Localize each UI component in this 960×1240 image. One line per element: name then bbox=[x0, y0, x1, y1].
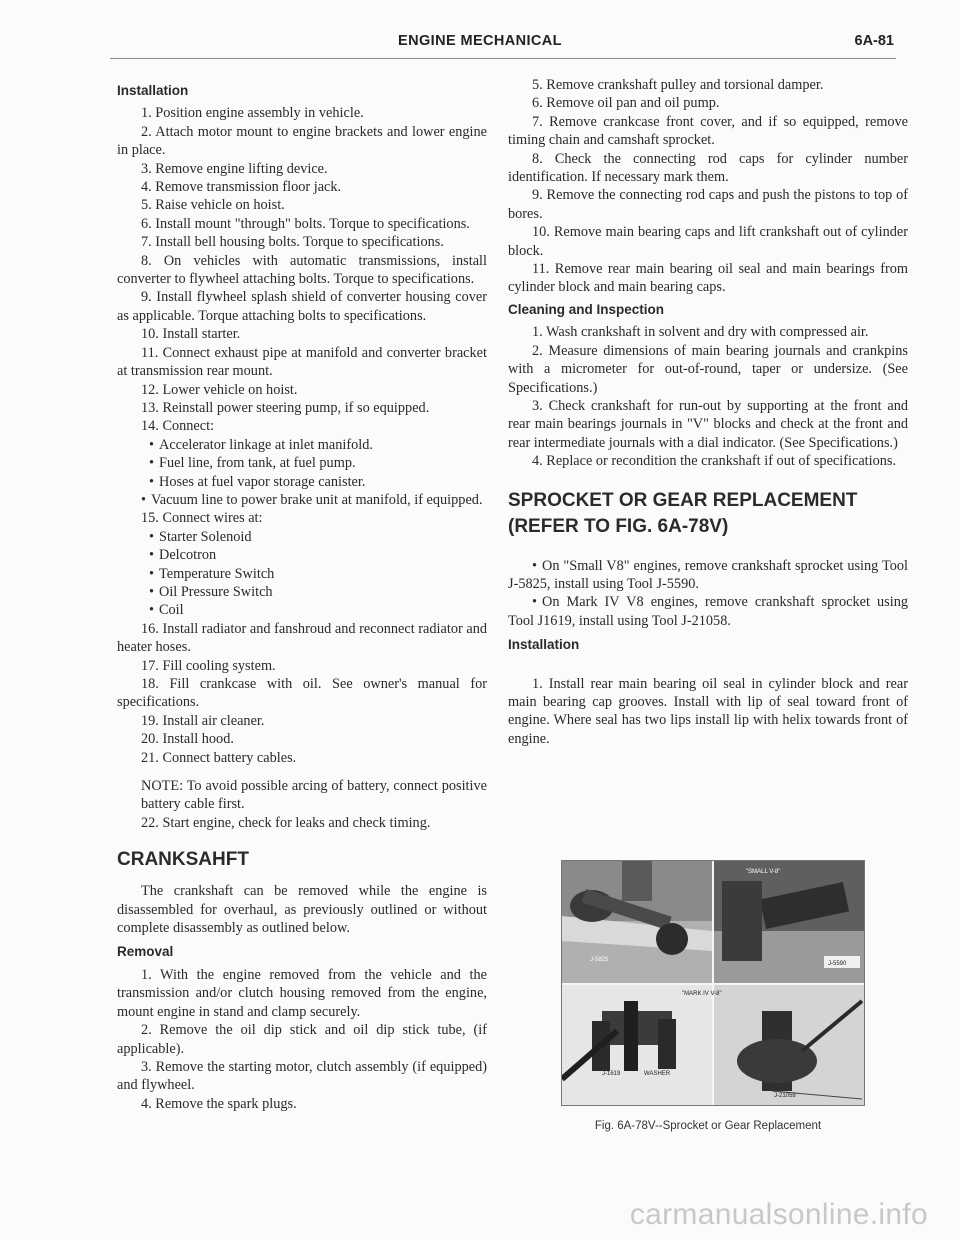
bullet-item: • Delcotron bbox=[149, 547, 217, 564]
label-j5590: J-5590 bbox=[828, 961, 847, 967]
install-step: 11. Connect exhaust pipe at manifold and converter bracket at transmission rear mount. bbox=[117, 344, 487, 380]
crankshaft-heading: CRANKSAHFT bbox=[117, 849, 249, 871]
bullet-dot: • bbox=[149, 455, 155, 472]
install-step: 6. Install mount "through" bolts. Torque to specifications. bbox=[141, 215, 470, 232]
page-number: 6A-81 bbox=[854, 33, 894, 49]
install-step: 3. Remove engine lifting device. bbox=[141, 160, 328, 177]
right-column bbox=[508, 76, 908, 748]
battery-note: NOTE: To avoid possible arcing of battery, connect positive battery cable first. bbox=[141, 778, 487, 813]
install-step: 2. Attach motor mount to engine brackets and lower engine in place. bbox=[117, 123, 487, 159]
bullet-dot: • bbox=[149, 602, 155, 619]
figure-photo bbox=[562, 861, 864, 1105]
page-header-title: ENGINE MECHANICAL bbox=[398, 33, 562, 49]
bullet-dot: • bbox=[149, 473, 155, 490]
install-step: 1. Position engine assembly in vehicle. bbox=[141, 105, 364, 122]
figure-caption: Fig. 6A-78V--Sprocket or Gear Replacement bbox=[594, 1120, 822, 1132]
label-j1619: J-1619 bbox=[602, 1071, 621, 1077]
bullet-dot: • bbox=[149, 565, 155, 582]
removal-step: 8. Check the connecting rod caps for cylinder number identification. If necessary mark them. bbox=[508, 150, 908, 186]
installation-step: 1. Install rear main bearing oil seal in cylinder block and rear main bearing cap grooves. Install with lip of seal toward front of engine. Where seal has two lips install lip with helix towards front of engine. bbox=[508, 675, 908, 747]
removal-step: 5. Remove crankshaft pulley and torsional damper. bbox=[532, 77, 824, 93]
bullet-dot: • bbox=[149, 528, 155, 545]
left-column bbox=[117, 76, 487, 1113]
removal-step: 3. Remove the starting motor, clutch assembly (if equipped) and flywheel. bbox=[117, 1058, 487, 1094]
label-j21058: J-21058 bbox=[774, 1093, 796, 1099]
removal-step: 7. Remove crankcase front cover, and if so equipped, remove timing chain and camshaft sprocket. bbox=[508, 113, 908, 149]
label-small-v8: "SMALL V-8" bbox=[746, 869, 781, 875]
bullet-item: • Temperature Switch bbox=[149, 565, 275, 582]
removal-step: 1. With the engine removed from the vehicle and the transmission and/or clutch housing removed from the engine, mount engine in stand and clamp securely. bbox=[117, 966, 487, 1020]
header-rule bbox=[110, 58, 896, 59]
install-step: 21. Connect battery cables. bbox=[141, 749, 297, 766]
bullet-dot: • bbox=[149, 583, 155, 600]
crankshaft-intro: The crankshaft can be removed while the engine is disassembled for overhaul, as previously outlined or without complete disassembly as outlined below. bbox=[117, 883, 487, 937]
install-step: 22. Start engine, check for leaks and check timing. bbox=[141, 814, 431, 831]
label-j5825: J-5825 bbox=[590, 957, 609, 963]
bullet-item: • Vacuum line to power brake unit at manifold, if equipped. bbox=[141, 491, 483, 508]
cleaning-step: 3. Check crankshaft for run-out by supporting at the front and rear main bearings journals in "V" blocks and check at the front and rear intermediate journals with a dial indicator. (See Specifications.) bbox=[508, 397, 908, 451]
install-step: 17. Fill cooling system. bbox=[141, 657, 276, 674]
install-step: 13. Reinstall power steering pump, if so equipped. bbox=[141, 399, 430, 416]
install-step: 20. Install hood. bbox=[141, 731, 234, 748]
install-step: 8. On vehicles with automatic transmissions, install converter to flywheel attaching bolts. Torque to specifications. bbox=[117, 252, 487, 288]
label-mark-iv: "MARK IV V-8" bbox=[682, 991, 722, 997]
removal-step: 11. Remove rear main bearing oil seal and main bearings from cylinder block and main bearing caps. bbox=[508, 261, 908, 296]
bullet-dot: • bbox=[532, 557, 538, 574]
bullet-item: • Starter Solenoid bbox=[149, 528, 252, 545]
label-washer: WASHER bbox=[644, 1071, 671, 1077]
bullet-item: • Accelerator linkage at inlet manifold. bbox=[149, 436, 373, 453]
bullet-dot: • bbox=[141, 491, 147, 508]
install-step: 18. Fill crankcase with oil. See owner's manual for specifications. bbox=[117, 676, 487, 711]
removal-step: 6. Remove oil pan and oil pump. bbox=[532, 95, 720, 112]
bullet-item: • Hoses at fuel vapor storage canister. bbox=[149, 473, 366, 490]
install-step: 10. Install starter. bbox=[141, 326, 241, 343]
cleaning-step: 4. Replace or recondition the crankshaft if out of specifications. bbox=[532, 453, 897, 470]
sprocket-installation-heading: Installation bbox=[508, 637, 580, 653]
sprocket-heading-line2: (REFER TO FIG. 6A-78V) bbox=[508, 515, 729, 537]
sprocket-bullet: • On Mark IV V8 engines, remove crankshaft sprocket using Tool J1619, install using Tool J-21058. bbox=[508, 594, 908, 629]
bullet-dot: • bbox=[532, 594, 538, 611]
cleaning-heading: Cleaning and Inspection bbox=[508, 301, 665, 317]
install-step: 9. Install flywheel splash shield of converter housing cover as applicable. Torque attaching bolts to specifications. bbox=[117, 289, 487, 324]
install-step: 14. Connect: bbox=[141, 418, 215, 435]
installation-heading: Installation bbox=[117, 83, 189, 98]
sprocket-replacement-figure bbox=[561, 860, 865, 1106]
bullet-dot: • bbox=[149, 436, 155, 453]
removal-heading: Removal bbox=[117, 944, 174, 960]
cleaning-step: 1. Wash crankshaft in solvent and dry with compressed air. bbox=[532, 324, 869, 341]
install-step: 19. Install air cleaner. bbox=[141, 712, 265, 729]
removal-step: 4. Remove the spark plugs. bbox=[141, 1095, 297, 1112]
install-step: 5. Raise vehicle on hoist. bbox=[141, 197, 285, 214]
removal-step: 9. Remove the connecting rod caps and push the pistons to top of bores. bbox=[508, 187, 908, 222]
watermark: carmanualsonline.info bbox=[629, 1197, 928, 1231]
bullet-item: • Coil bbox=[149, 602, 184, 619]
install-step: 7. Install bell housing bolts. Torque to specifications. bbox=[141, 234, 444, 251]
removal-step: 10. Remove main bearing caps and lift crankshaft out of cylinder block. bbox=[508, 224, 908, 259]
install-step: 12. Lower vehicle on hoist. bbox=[141, 381, 298, 398]
removal-step: 2. Remove the oil dip stick and oil dip stick tube, (if applicable). bbox=[117, 1022, 487, 1057]
install-step: 16. Install radiator and fanshroud and reconnect radiator and heater hoses. bbox=[117, 620, 487, 656]
sprocket-bullet: • On "Small V8" engines, remove crankshaft sprocket using Tool J-5825, install using Tool J-5590. bbox=[508, 557, 908, 592]
bullet-item: • Fuel line, from tank, at fuel pump. bbox=[149, 455, 356, 472]
cleaning-step: 2. Measure dimensions of main bearing journals and crankpins with a micrometer for out-of-round, taper or undersize. (See Specifications.) bbox=[508, 342, 908, 396]
sprocket-heading-line1: SPROCKET OR GEAR REPLACEMENT bbox=[508, 489, 858, 511]
install-step: 15. Connect wires at: bbox=[141, 510, 263, 527]
bullet-dot: • bbox=[149, 547, 155, 564]
bullet-item: • Oil Pressure Switch bbox=[149, 583, 273, 600]
install-step: 4. Remove transmission floor jack. bbox=[141, 179, 342, 196]
